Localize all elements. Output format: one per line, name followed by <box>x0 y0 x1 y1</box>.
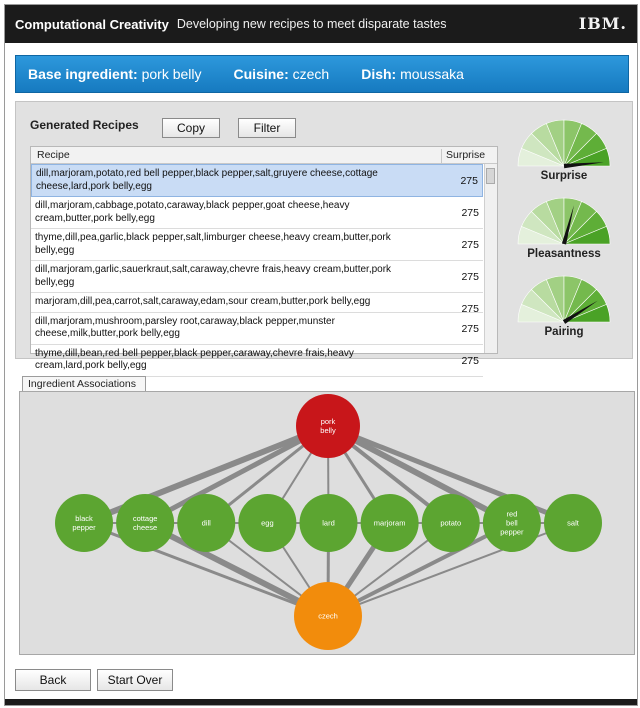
node-ingredient[interactable] <box>55 494 113 552</box>
table-row[interactable] <box>31 229 483 261</box>
gauge-dial <box>516 272 612 324</box>
cuisine <box>234 66 330 82</box>
node-cuisine[interactable] <box>294 582 362 650</box>
gauge-pleasantness <box>516 194 612 260</box>
app-window <box>4 4 638 706</box>
node-ingredient[interactable] <box>361 494 419 552</box>
dish <box>361 66 464 82</box>
node-label: lard <box>322 518 335 528</box>
node-ingredient[interactable] <box>238 494 296 552</box>
surprise-cell: 275 <box>461 354 479 367</box>
app-title: Computational Creativity <box>15 16 169 32</box>
node-ingredient[interactable] <box>116 494 174 552</box>
node-label: dill <box>201 518 211 528</box>
top-bar <box>5 5 637 43</box>
panel-title: Generated Recipes <box>30 118 139 132</box>
surprise-cell: 275 <box>461 239 479 251</box>
ingredient-association-graph <box>19 391 635 655</box>
base-ingredient-label: Base ingredient: <box>28 66 138 82</box>
table-row[interactable] <box>31 164 483 197</box>
recipe-cell: thyme,dill,bean,red bell pepper,black pepper,caraway,chevre frais,heavy cream,lard,pork belly,egg <box>35 347 354 371</box>
table-body <box>31 164 483 377</box>
recipe-cell: dill,marjoram,garlic,sauerkraut,salt,caraway,chevre frais,heavy cream,butter,pork belly,egg <box>35 264 392 288</box>
gauge-dial <box>516 194 612 246</box>
copy-button[interactable]: Copy <box>162 118 220 138</box>
filter-button[interactable]: Filter <box>238 118 296 138</box>
start-over-button[interactable]: Start Over <box>97 669 173 691</box>
table-row[interactable] <box>31 345 483 377</box>
node-label: salt <box>567 518 579 528</box>
node-ingredient[interactable] <box>483 494 541 552</box>
footer-bar <box>5 699 637 705</box>
node-ingredient[interactable] <box>544 494 602 552</box>
surprise-cell: 275 <box>461 271 479 283</box>
recipe-cell: marjoram,dill,pea,carrot,salt,caraway,edam,sour cream,butter,pork belly,egg <box>35 296 371 307</box>
surprise-cell: 275 <box>461 207 479 219</box>
cuisine-label: Cuisine: <box>233 66 289 82</box>
back-button[interactable]: Back <box>15 669 91 691</box>
generated-recipes-panel <box>15 101 633 371</box>
node-base-ingredient[interactable] <box>296 394 360 458</box>
surprise-cell: 275 <box>461 322 479 335</box>
node-label: egg <box>261 518 274 528</box>
surprise-cell: 275 <box>461 303 479 315</box>
node-label: pork belly <box>320 417 336 435</box>
gauge-label: Pairing <box>544 326 584 338</box>
table-header <box>31 147 497 164</box>
node-label: marjoram <box>373 518 406 528</box>
table-row[interactable] <box>31 313 483 345</box>
table-row[interactable] <box>31 197 483 229</box>
node-label: black pepper <box>72 514 96 532</box>
gauge-pairing <box>516 272 612 338</box>
node-ingredient[interactable] <box>422 494 480 552</box>
recipe-cell: dill,marjoram,mushroom,parsley root,caraway,black pepper,munster cheese,milk,butter,pork belly,egg <box>35 315 335 339</box>
recipe-cell: thyme,dill,pea,garlic,black pepper,salt,limburger cheese,heavy cream,butter,pork belly,egg <box>35 232 391 256</box>
table-scrollbar[interactable] <box>484 164 497 353</box>
ibm-logo: IBM. <box>578 14 627 33</box>
node-label: red bell pepper <box>500 509 524 537</box>
scrollbar-thumb[interactable] <box>486 168 495 184</box>
node-label: czech <box>318 611 338 621</box>
gauge-label: Surprise <box>540 170 588 182</box>
recipe-cell: dill,marjoram,potato,red bell pepper,black pepper,salt,gruyere cheese,cottage cheese,lard,pork belly,egg <box>36 168 378 192</box>
column-header-recipe[interactable]: Recipe <box>37 149 70 161</box>
app-subtitle: Developing new recipes to meet disparate tastes <box>176 17 447 31</box>
table-row[interactable] <box>31 293 483 313</box>
surprise-cell: 275 <box>460 175 478 187</box>
recipe-cell: dill,marjoram,cabbage,potato,caraway,black pepper,goat cheese,heavy cream,butter,pork belly,egg <box>35 200 350 224</box>
gauge-surprise <box>516 116 612 182</box>
gauge-dial <box>516 116 612 168</box>
cuisine-value: czech <box>292 66 330 82</box>
dish-value: moussaka <box>400 66 464 82</box>
selection-bar <box>15 55 629 93</box>
column-header-surprise[interactable]: Surprise <box>441 149 485 163</box>
tab-ingredient-associations[interactable]: Ingredient Associations <box>22 376 146 392</box>
node-label: potato <box>440 518 462 528</box>
table-row[interactable] <box>31 261 483 293</box>
association-graph-canvas <box>20 392 634 654</box>
base-ingredient <box>28 66 202 82</box>
node-ingredient[interactable] <box>177 494 235 552</box>
node-label: cottage cheese <box>132 514 158 532</box>
base-ingredient-value: pork belly <box>141 66 202 82</box>
gauge-label: Pleasantness <box>527 248 601 260</box>
node-ingredient[interactable] <box>300 494 358 552</box>
dish-label: Dish: <box>361 66 397 82</box>
recipe-table <box>30 146 498 371</box>
